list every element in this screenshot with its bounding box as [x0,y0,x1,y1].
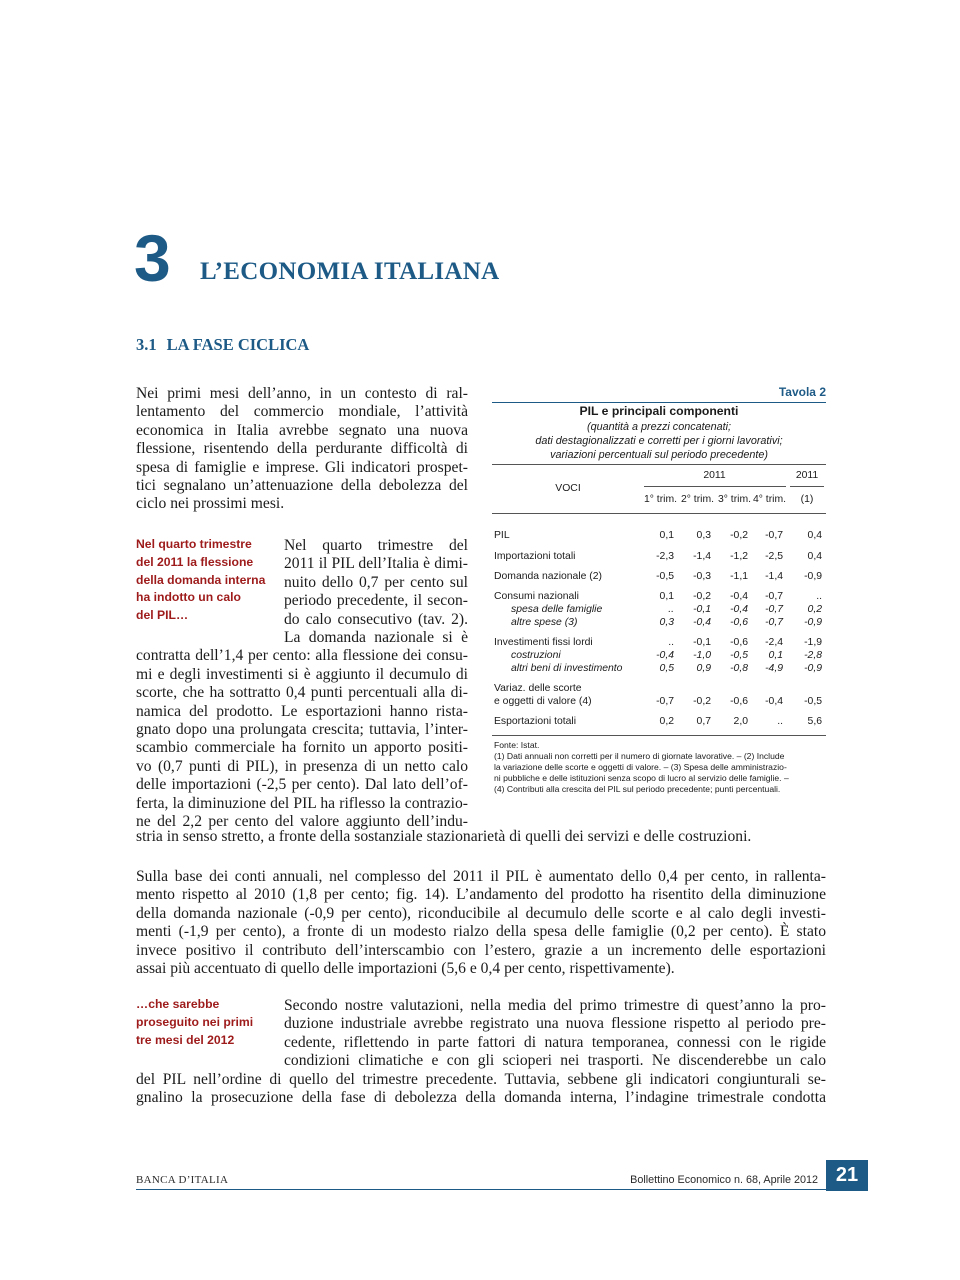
sidenote-line: proseguito nei primi [136,1014,254,1029]
chapter-number: 3 [134,221,171,295]
table-row-label: costruzioni [511,650,561,661]
table-cell: -0,5 [804,696,822,707]
table-cell: .. [777,716,783,727]
table-row-label: altre spese (3) [511,617,578,628]
table-row-label: spesa delle famiglie [511,604,603,615]
text-line: vo (0,7 punti di PIL), in presenza di un netto calo [136,757,468,775]
table-cell: -4,9 [765,663,783,674]
table-cell: -0,4 [730,591,748,602]
table-header-col: 3° trim. [717,494,752,505]
table-cell: -1,4 [765,571,783,582]
table-cell: -2,5 [765,551,783,562]
footer-rule [136,1189,826,1190]
table-row [492,571,826,584]
table-cell: .. [668,604,674,615]
table-cell: 0,4 [807,551,822,562]
table-cell: 2,0 [733,716,748,727]
table-note: (1) Dati annuali non corretti per il numero di giornate lavorative. – (2) Include [494,751,785,761]
table-header-voci: VOCI [555,483,581,494]
table-rule [492,402,826,403]
text-line: La domanda nazionale si è [284,629,468,646]
table-rule [790,486,824,487]
text-line: mi e degli investimenti si è aggiunto il decumulo di [136,665,468,683]
text-line: Nei primi mesi dell’anno, in un contesto di ral- [136,385,468,402]
text-line: economica in Italia avrebbe segnato una nuova [136,421,468,439]
footer-publisher: BANCA D’ITALIA [136,1174,229,1186]
table-cell: -2,3 [656,551,674,562]
table-row [492,716,826,729]
page-number: 21 [826,1160,868,1191]
table-cell: 5,6 [807,716,822,727]
table-note: (4) Contributi alla crescita del PIL sul periodo precedente; punti percentuali. [494,784,781,794]
table-row-label: Variaz. delle scorte [494,683,582,694]
table-cell: -0,5 [656,571,674,582]
text-line: Secondo nostre valutazioni, nella media del primo trimestre di quest’anno la pro- [284,997,826,1014]
table-rule [492,464,826,465]
table-subtitle: dati destagionalizzati e corretti per i giorni lavorativi; [535,435,783,447]
text-line: gnato dopo una prolungata crescita; tuttavia, l’inter- [136,721,468,738]
footer-publication: Bollettino Economico n. 68, Aprile 2012 [630,1174,818,1186]
table-cell: -0,2 [730,530,748,541]
table-rule [644,486,786,487]
table-cell: -0,4 [693,617,711,628]
table-cell: 0,7 [696,716,711,727]
table-row [492,591,826,604]
table-cell: -0,9 [804,571,822,582]
table-header-year: 2011 [703,470,726,481]
table-cell: 0,1 [659,530,674,541]
text-line: contratta dell’1,4 per cento: alla flessione dei consu- [136,647,468,665]
table-cell: -2,8 [804,650,822,661]
table-cell: -0,6 [730,617,748,628]
table-row-label: Esportazioni totali [494,716,577,727]
table-row [492,604,826,617]
table-cell: -0,3 [693,571,711,582]
text-line: del PIL nell’ordine di quello del trimestre precedente. Tuttavia, sebbene gli indicatori congiunturali se- [136,1070,826,1088]
text-line: ne del 2,2 per cento del valore aggiunto dell’indu- [136,813,468,830]
table-cell: .. [668,637,674,648]
table-header-year: 2011 [795,470,819,481]
table-source: Fonte: Istat. [494,740,540,750]
table-row-label: e oggetti di valore (4) [494,696,592,707]
chapter-title: L’ECONOMIA ITALIANA [200,258,500,285]
text-line: duzione industriale avrebbe registrato una nuova flessione rispetto al periodo pre- [284,1015,826,1033]
text-line: scorte, che ha sottratto 0,4 punti percentuali alla di- [136,684,468,702]
section-number: 3.1 [136,335,157,354]
text-line: delle importazioni (-2,5 per cento). Dal lato dell’of- [136,776,468,794]
table-row [492,551,826,564]
text-line: lentamento del commercio mondiale, l’attività [136,403,468,421]
table-header-col: 1° trim. [643,494,678,505]
table-cell: .. [816,591,822,602]
table-cell: -0,4 [730,604,748,615]
table-cell: -0,5 [730,650,748,661]
table-cell: -0,7 [765,591,783,602]
table-cell: -0,2 [693,591,711,602]
text-line: menti (-1,9 per cento), a fronte di un modesto rialzo della spesa delle famiglie (0,2 per cento). È stato [136,923,826,941]
table-cell: -0,7 [765,530,783,541]
table-row [492,530,826,543]
table-cell: 0,2 [659,716,674,727]
table-cell: -1,2 [730,551,748,562]
table-cell: -0,1 [693,604,711,615]
text-line: nuito dello 0,7 per cento sul [284,573,468,591]
table-cell: -0,1 [693,637,711,648]
table-row [492,696,826,709]
table-row [492,637,826,650]
table-cell: 0,3 [659,617,674,628]
text-line: flessione, risentendo della perdurante difficoltà di [136,440,468,458]
table-cell: -1,4 [693,551,711,562]
table-subtitle: (quantità a prezzi concatenati; [586,421,732,433]
text-line: gnalino la prosecuzione della fase di debolezza della domanda interna, l’indagine trimestrale condotta [136,1089,826,1106]
table-row-label: Investimenti fissi lordi [494,637,593,648]
table-cell: -2,4 [765,637,783,648]
table-cell: -0,6 [730,696,748,707]
table-header-col: 4° trim. [752,494,787,505]
text-line: ferta, la diminuzione del PIL ha riflesso la contrazio- [136,794,468,812]
text-line: della domanda nazionale (-0,9 per cento), riconducibile al decumulo delle scorte e al calo degli investi- [136,904,826,922]
table-cell: -0,9 [804,617,822,628]
text-line: invece positivo il contributo dell’interscambio con l’estero, grazie a un incremento delle esportazioni [136,941,826,959]
text-line: assai più accentuato di quello delle importazioni (5,6 e 0,4 per cento, rispettivamente). [136,960,675,977]
table-cell: -0,2 [693,696,711,707]
table-cell: -0,7 [656,696,674,707]
text-line: mento rispetto al 2010 (1,8 per cento; fig. 14). L’andamento del prodotto ha risentito della diminuzione [136,886,826,904]
table-note: ni pubbliche e delle istituzioni senza scopo di lucro al servizio delle famiglie. – [494,773,789,783]
sidenote-line: della domanda interna [136,572,266,587]
table-header-col: 2° trim. [680,494,715,505]
table-cell: 0,9 [696,663,711,674]
table-row [492,683,826,696]
table-cell: -0,4 [765,696,783,707]
table-cell: 0,3 [696,530,711,541]
table-cell: 0,5 [659,663,674,674]
table-row [492,650,826,663]
text-line: Nel quarto trimestre del [284,537,468,554]
sidenote-line: ha indotto un calo [136,590,241,605]
text-line: Sulla base dei conti annuali, nel complesso del 2011 il PIL è aumentato dello 0,4 per cento, in rallenta- [136,868,826,885]
table-row-label: Domanda nazionale (2) [494,571,603,582]
text-line: spesa di famiglie e imprese. Gli indicatori prospet- [136,458,468,476]
section-heading [136,335,309,355]
table-cell: -1,0 [693,650,711,661]
section-title: LA FASE CICLICA [166,335,310,354]
table-cell: -1,9 [804,637,822,648]
text-line: scambio commerciale ha fornito un apporto positi- [136,739,468,757]
text-line: stria in senso stretto, a fronte della sostanziale stazionarietà di quelli dei servizi e delle costruzioni. [136,828,752,845]
text-line: 2011 il PIL dell’Italia è dimi- [284,555,468,573]
data-table [492,385,826,805]
table-cell: 0,1 [768,650,783,661]
table-row [492,663,826,676]
sidenote-line: Nel quarto trimestre [136,537,252,551]
table-subtitle: variazioni percentuali sul periodo precedente) [550,449,768,461]
table-cell: -0,8 [730,663,748,674]
text-line: do calo consecutivo (tav. 2). [284,610,468,628]
table-rule [492,735,826,736]
table-cell: 0,2 [807,604,822,615]
sidenote-line: …che sarebbe [136,997,220,1011]
table-rule [492,513,826,514]
table-cell: 0,1 [659,591,674,602]
text-line: periodo precedente, il secon- [284,592,468,610]
table-cell: -0,6 [730,637,748,648]
table-cell: -0,9 [804,663,822,674]
table-row-label: Importazioni totali [494,551,576,562]
table-title: PIL e principali componenti [579,404,739,418]
text-line: namica del prodotto. Le esportazioni hanno rista- [136,702,468,720]
table-label: Tavola 2 [778,385,826,399]
table-note: la variazione delle scorte e oggetti di valore. – (3) Spesa delle amministrazio- [494,762,787,772]
sidenote-line: tre mesi del 2012 [136,1032,235,1047]
sidenote-line: del 2011 la flessione [136,554,254,569]
table-row-label: altri beni di investimento [511,663,623,674]
table-cell: 0,4 [807,530,822,541]
table-cell: -0,4 [656,650,674,661]
table-row-label: PIL [494,530,510,541]
table-cell: -0,7 [765,604,783,615]
table-cell: -1,1 [730,571,748,582]
text-line: ciclo nei prossimi mesi. [136,495,285,513]
table-row-label: Consumi nazionali [494,591,579,602]
table-row [492,617,826,630]
table-header-col: (1) [800,494,814,505]
text-line: tici segnalano un’attenuazione della debolezza del [136,477,468,494]
text-line: condizioni climatiche e con gli scioperi nei trasporti. Ne discenderebbe un calo [284,1052,826,1070]
text-line: cedente, riflettendo in parte fattori di natura temporanea, connessi con le rigide [284,1033,826,1051]
table-cell: -0,7 [765,617,783,628]
sidenote-line: del PIL… [136,608,189,623]
